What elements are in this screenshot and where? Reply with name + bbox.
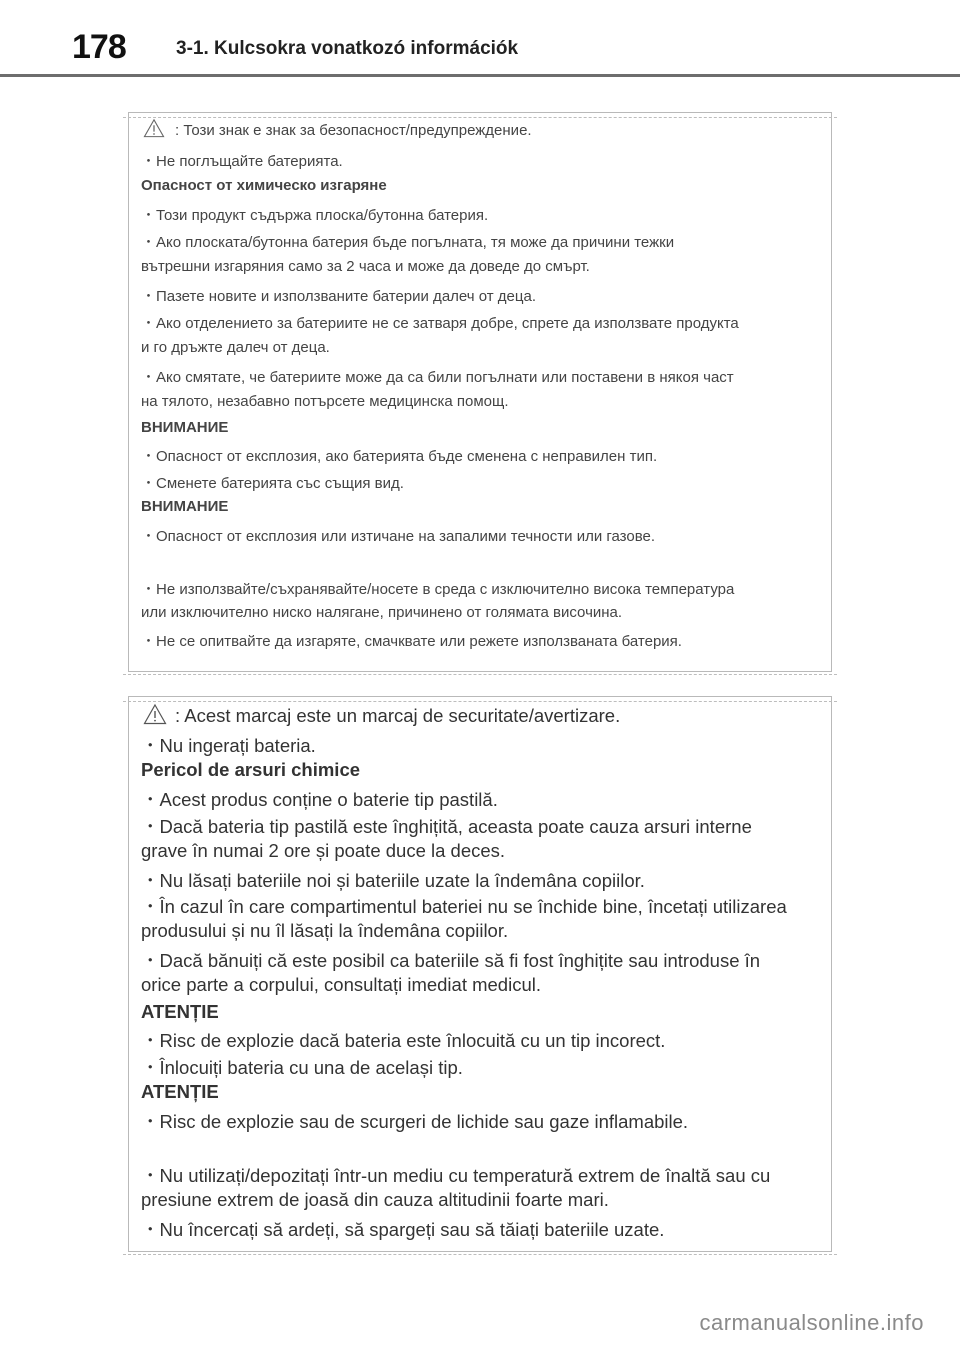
warning-line: вътрешни изгаряния само за 2 часа и може да доведе до смърт. [141, 258, 590, 275]
dashed-divider [123, 117, 837, 118]
warning-line: grave în numai 2 ore și poate duce la deces. [141, 840, 506, 861]
dashed-divider [123, 1254, 837, 1255]
warning-line: ・Опасност от експлозия, ако батерията бъде сменена с неправилен тип. [141, 448, 658, 465]
warning-heading: Опасност от химическо изгаряне [141, 177, 387, 194]
warning-line: orice parte a corpului, consultați imediat medicul. [141, 974, 541, 995]
dashed-divider [123, 701, 837, 702]
section-title: 3-1. Kulcsokra vonatkozó információk [176, 38, 519, 59]
warning-line: ・Ако отделението за батериите не се затваря добре, спрете да използвате продукта [141, 315, 739, 332]
warning-line: ・Пазете новите и използваните батерии далеч от деца. [141, 288, 536, 305]
warning-line: ・Опасност от експлозия или изтичане на запалими течности или газове. [141, 528, 656, 545]
warning-line: ・Dacă bănuiți că este posibil ca bateriile să fi fost înghițite sau introduse în [141, 950, 761, 971]
page-number: 178 [72, 28, 126, 66]
warning-line: ・Сменете батерията със същия вид. [141, 475, 404, 492]
warning-line: ・Не използвайте/съхранявайте/носете в среда с изключително висока температура [141, 581, 735, 598]
warning-line: ・Ако смятате, че батериите може да са били погълнати или поставени в някоя част [141, 369, 734, 386]
caution-heading: ВНИМАНИЕ [141, 419, 229, 436]
warning-triangle-icon [143, 703, 167, 725]
warning-line: ・Nu lăsați bateriile noi și bateriile uzate la îndemâna copiilor. [141, 870, 645, 891]
warning-line: ・În cazul în care compartimentul bateriei nu se închide bine, încetați utilizarea [141, 896, 787, 917]
page-header [0, 0, 960, 80]
warning-line: ・Не се опитвайте да изгаряте, смачквате или режете използваната батерия. [141, 633, 682, 650]
dashed-divider [123, 674, 837, 675]
warning-line: presiune extrem de joasă din cauza altitudinii foarte mari. [141, 1189, 609, 1210]
warning-line: ・Risc de explozie dacă bateria este înlocuită cu un tip incorect. [141, 1030, 666, 1051]
warning-heading: Pericol de arsuri chimice [141, 759, 361, 780]
warning-line: ・Risc de explozie sau de scurgeri de lichide sau gaze inflamabile. [141, 1111, 689, 1132]
warning-triangle-icon [143, 118, 165, 138]
watermark-text: carmanualsonline.info [699, 1310, 924, 1335]
caution-heading: ATENȚIE [141, 1081, 219, 1102]
warning-line: ・Този продукт съдържа плоска/бутонна батерия. [141, 207, 489, 224]
warning-line: на тялото, незабавно потърсете медицинска помощ. [141, 393, 509, 410]
warning-line: ・Не поглъщайте батерията. [141, 153, 343, 170]
warning-line: ・Dacă bateria tip pastilă este înghițită, aceasta poate cauza arsuri interne [141, 816, 752, 837]
safety-symbol-note: : Този знак е знак за безопасност/предупреждение. [175, 122, 532, 139]
warning-line: ・Acest produs conține o baterie tip pastilă. [141, 789, 498, 810]
caution-heading: ВНИМАНИЕ [141, 498, 229, 515]
warning-line: ・Nu încercați să ardeți, să spargeți sau să tăiați bateriile uzate. [141, 1219, 665, 1240]
romanian-warning-box [128, 696, 832, 1252]
warning-line: или изключително ниско налягане, причинено от голямата височина. [141, 604, 623, 621]
warning-line: ・Nu utilizați/depozitați într-un mediu cu temperatură extrem de înaltă sau cu [141, 1165, 771, 1186]
warning-line: и го дръжте далеч от деца. [141, 339, 330, 356]
safety-symbol-note: : Acest marcaj este un marcaj de securitate/avertizare. [175, 705, 621, 726]
bulgarian-warning-box [128, 112, 832, 672]
warning-line: ・Ако плоската/бутонна батерия бъде погълната, тя може да причини тежки [141, 234, 675, 251]
header-divider [0, 74, 960, 77]
caution-heading: ATENȚIE [141, 1001, 219, 1022]
warning-line: ・Nu ingerați bateria. [141, 735, 316, 756]
warning-line: produsului și nu îl lăsați la îndemâna copiilor. [141, 920, 509, 941]
warning-line: ・Înlocuiți bateria cu una de același tip. [141, 1057, 463, 1078]
